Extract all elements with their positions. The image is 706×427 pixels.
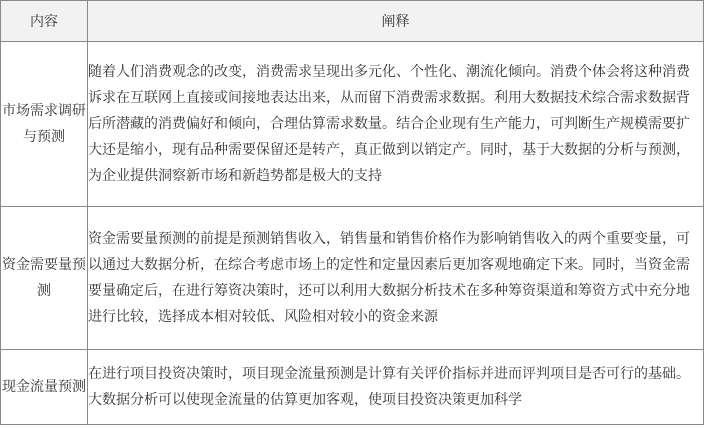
header-explanation: 阐释	[88, 1, 704, 42]
header-content: 内容	[1, 1, 88, 42]
table-header-row	[1, 1, 704, 42]
row-label: 现金流量预测	[1, 350, 88, 425]
table-row	[1, 41, 704, 206]
row-description: 资金需要量预测的前提是预测销售收入，销售量和销售价格作为影响销售收入的两个重要变量，可以通过大数据分析，在综合考虑市场上的定性和定量因素后更加客观地确定下来。同时，当资金需要量确定后，在进行筹资决策时，还可以利用大数据分析技术在多种筹资渠道和筹资方式中充分地进行比较，选择成本相对较低、风险相对较小的资金来源	[88, 206, 704, 349]
row-label: 市场需求调研与预测	[1, 41, 88, 206]
row-description: 随着人们消费观念的改变，消费需求呈现出多元化、个性化、潮流化倾向。消费个体会将这种消费诉求在互联网上直接或间接地表达出来，从而留下消费需求数据。利用大数据技术综合需求数据背后所潜藏的消费偏好和倾向，合理估算需求数量。结合企业现有生产能力，可判断生产规模需要扩大还是缩小，现有品种需要保留还是转产，真正做到以销定产。同时，基于大数据的分析与预测，为企业提供洞察新市场和新趋势都是极大的支持	[88, 41, 704, 206]
table-row	[1, 350, 704, 425]
row-label: 资金需要量预测	[1, 206, 88, 349]
table-row	[1, 206, 704, 349]
row-description: 在进行项目投资决策时，项目现金流量预测是计算有关评价指标并进而评判项目是否可行的基础。大数据分析可以使现金流量的估算更加客观，使项目投资决策更加科学	[88, 350, 704, 425]
